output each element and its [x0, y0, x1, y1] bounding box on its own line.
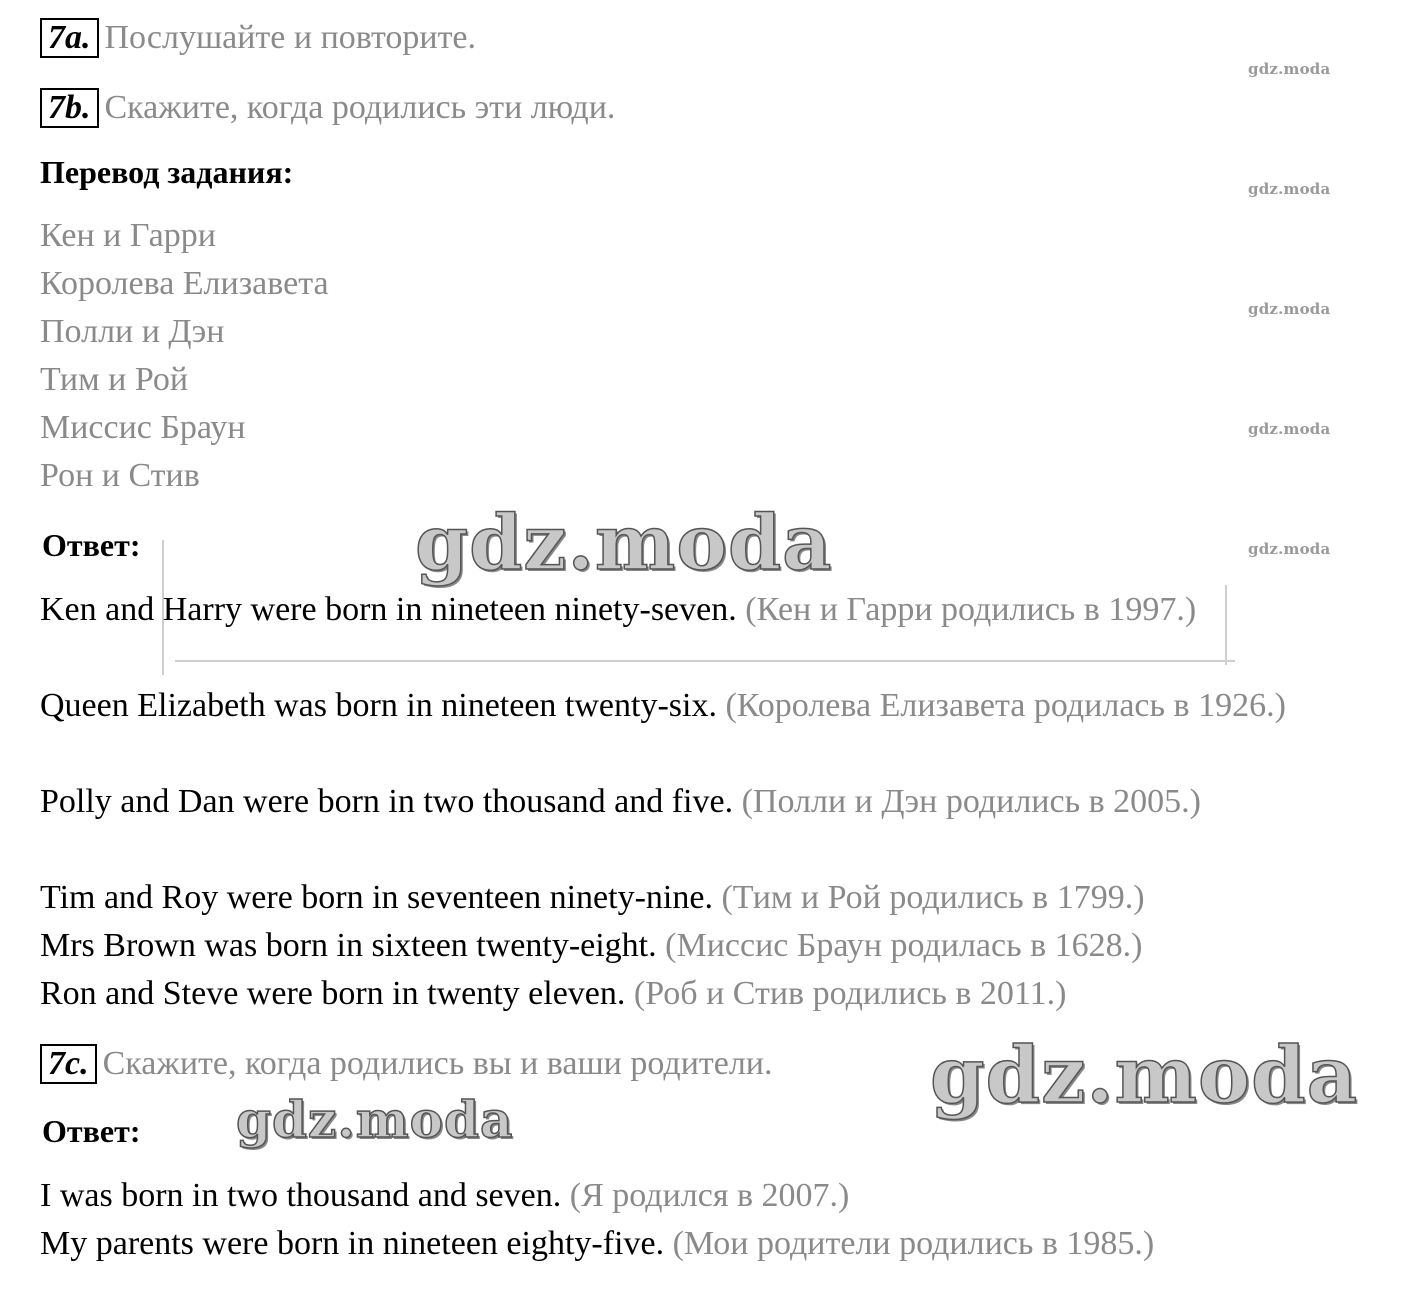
answer-ru: (Кен и Гарри родились в 1997.): [736, 591, 1197, 628]
answer-item: [40, 1220, 1154, 1268]
answer-item: [40, 874, 1145, 922]
answer-ru: (Миссис Браун родилась в 1628.): [656, 927, 1143, 964]
answer-ru: (Я родился в 2007.): [561, 1177, 850, 1214]
task-7b-label: 7b.: [40, 88, 99, 128]
answer-en: Tim and Roy were born in seventeen ninety-nine.: [40, 879, 713, 916]
task-7b: [40, 88, 615, 128]
answer-item: [40, 682, 1350, 730]
task-7c-label: 7c.: [40, 1044, 97, 1084]
watermark-big: gdz.moda: [415, 498, 833, 587]
watermark-small: gdz.moda: [1248, 180, 1331, 198]
translation-line: Рон и Стив: [40, 457, 200, 494]
translation-heading: Перевод задания:: [40, 154, 294, 190]
answer-item: [40, 778, 1340, 826]
task-7c-text: Скажите, когда родились вы и ваши родители.: [102, 1045, 773, 1082]
answer-en: I was born in two thousand and seven.: [40, 1177, 562, 1214]
answer-ru: (Тим и Рой родились в 1799.): [712, 879, 1145, 916]
answer-en: Ron and Steve were born in twenty eleven.: [40, 975, 626, 1012]
answer-heading-c: Ответ:: [42, 1113, 141, 1149]
answer-en: Mrs Brown was born in sixteen twenty-eight.: [40, 927, 657, 964]
watermark-line: [175, 660, 1235, 662]
answer-en: Polly and Dan were born in two thousand and five.: [40, 783, 734, 820]
translation-line: Миссис Браун: [40, 409, 246, 446]
answer-en: Queen Elizabeth was born in nineteen twenty-six.: [40, 687, 717, 724]
answer-item: [40, 586, 1340, 634]
translation-line: Королева Елизавета: [40, 265, 329, 302]
watermark-big: gdz.moda: [930, 1030, 1359, 1121]
answer-heading-b: Ответ:: [42, 527, 141, 563]
answer-ru: (Роб и Стив родились в 2011.): [625, 975, 1067, 1012]
answer-item: [40, 922, 1143, 970]
watermark-small: gdz.moda: [1248, 300, 1331, 318]
task-7b-text: Скажите, когда родились эти люди.: [104, 89, 616, 126]
answer-en: Ken and Harry were born in nineteen ninety-seven.: [40, 591, 737, 628]
task-7a: [40, 18, 476, 58]
translation-line: Полли и Дэн: [40, 313, 225, 350]
answer-en: My parents were born in nineteen eighty-five.: [40, 1225, 665, 1262]
answer-ru: (Королева Елизавета родилась в 1926.): [716, 687, 1286, 724]
watermark-small: gdz.moda: [1248, 420, 1331, 438]
answer-item: [40, 970, 1067, 1018]
answer-ru: (Мои родители родились в 1985.): [664, 1225, 1155, 1262]
answer-item: [40, 1172, 849, 1220]
watermark-big: gdz.moda: [236, 1090, 514, 1149]
task-7a-label: 7a.: [40, 18, 99, 58]
answer-ru: (Полли и Дэн родились в 2005.): [733, 783, 1201, 820]
translation-line: Кен и Гарри: [40, 217, 216, 254]
task-7a-text: Послушайте и повторите.: [104, 19, 477, 56]
translation-line: Тим и Рой: [40, 361, 189, 398]
watermark-small: gdz.moda: [1248, 540, 1331, 558]
task-7c: [40, 1044, 773, 1084]
watermark-small: gdz.moda: [1248, 60, 1331, 78]
